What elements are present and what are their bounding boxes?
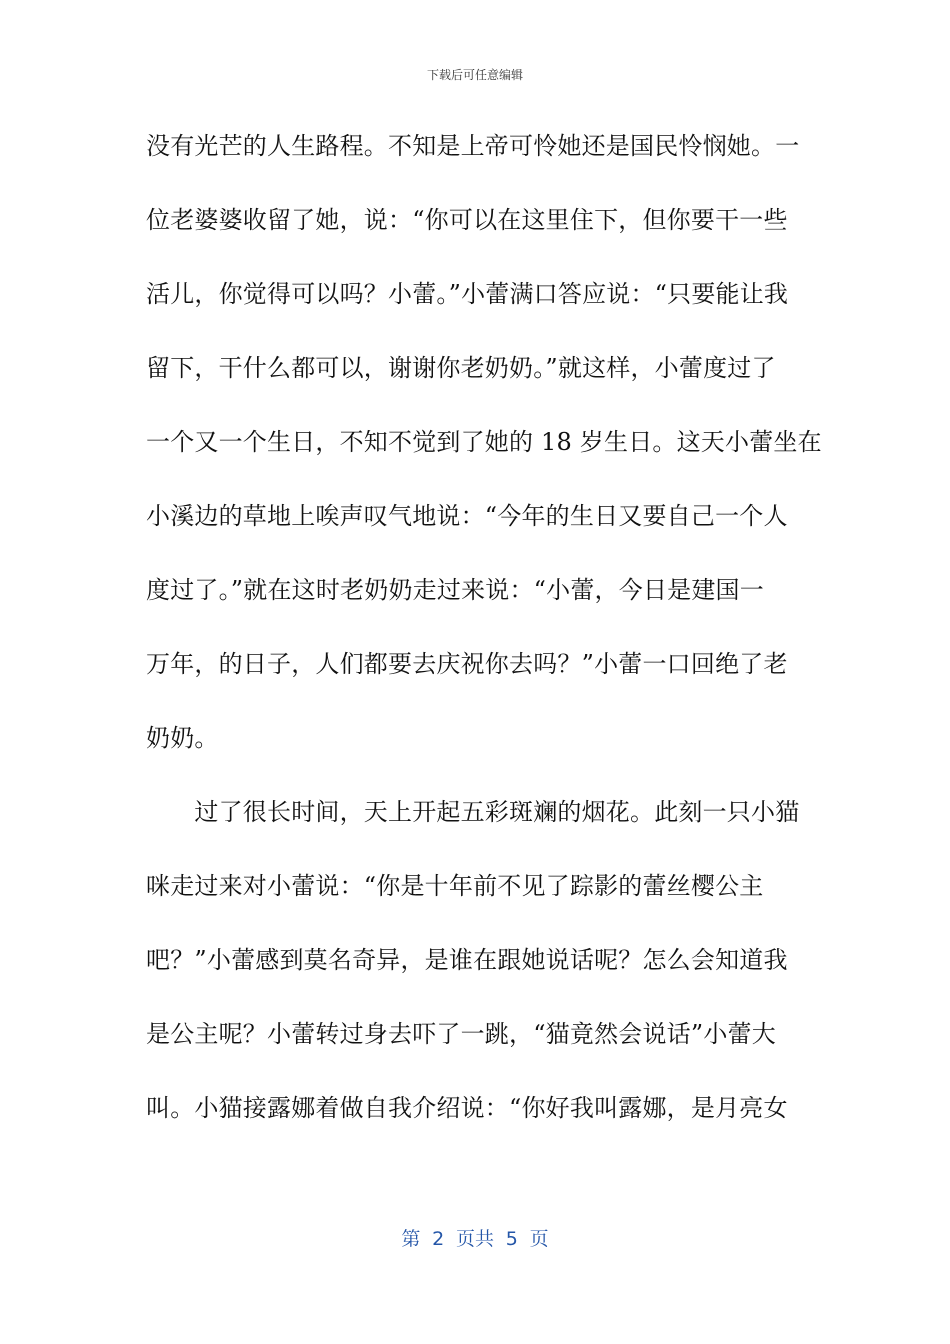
footer-prefix: 第: [401, 1228, 421, 1250]
footer-page-number: 2: [432, 1228, 445, 1250]
page-header: [0, 66, 950, 84]
text-line-10: 过了很长时间，天上开起五彩斑斓的烟花。此刻一只小猫: [146, 798, 800, 826]
footer-suffix: 页: [529, 1228, 549, 1250]
text-line-14: 叫。小猫接露娜着做自我介绍说：“你好我叫露娜，是月亮女: [146, 1094, 788, 1122]
text-line-13: 是公主呢？小蕾转过身去吓了一跳，“猫竟然会说话”小蕾大: [146, 1020, 776, 1048]
text-line-12: 吧？”小蕾感到莫名奇异，是谁在跟她说话呢？怎么会知道我: [146, 946, 788, 974]
text-line-9: 奶奶。: [146, 724, 219, 752]
text-line-3: 活儿，你觉得可以吗？小蕾。”小蕾满口答应说：“只要能让我: [146, 280, 789, 308]
header-text: 下载后可任意编辑: [426, 68, 523, 82]
page-footer: [0, 1226, 950, 1252]
text-line-5: 一个又一个生日，不知不觉到了她的 18 岁生日。这天小蕾坐在: [146, 428, 822, 456]
text-line-6: 小溪边的草地上唉声叹气地说：“今年的生日又要自己一个人: [146, 502, 788, 530]
footer-middle: 页共: [455, 1228, 494, 1250]
text-line-11: 咪走过来对小蕾说：“你是十年前不见了踪影的蕾丝樱公主: [146, 872, 764, 900]
text-line-8: 万年，的日子，人们都要去庆祝你去吗？”小蕾一口回绝了老: [146, 650, 788, 678]
document-body: [146, 126, 822, 1162]
text-line-7: 度过了。”就在这时老奶奶走过来说：“小蕾，今日是建国一: [146, 576, 764, 604]
text-line-1: 没有光芒的人生路程。不知是上帝可怜她还是国民怜悯她。一: [146, 132, 800, 160]
text-line-2: 位老婆婆收留了她，说：“你可以在这里住下，但你要干一些: [146, 206, 788, 234]
text-line-4: 留下，干什么都可以，谢谢你老奶奶。”就这样，小蕾度过了: [146, 354, 776, 382]
footer-total-pages: 5: [505, 1228, 518, 1250]
